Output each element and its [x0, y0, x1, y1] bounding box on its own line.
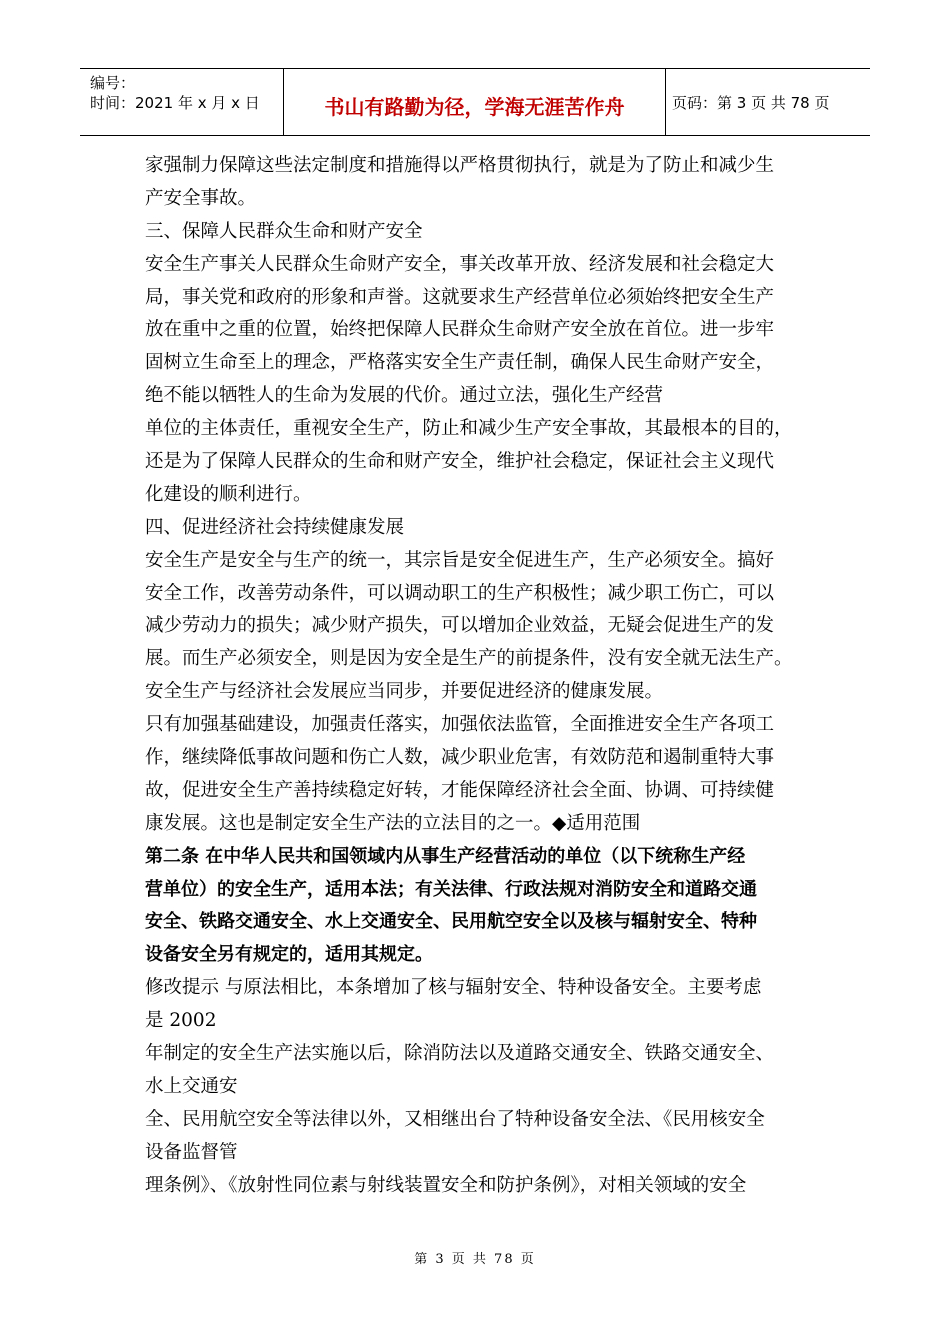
body-line: 绝不能以牺牲人的生命为发展的代价。通过立法，强化生产经营: [145, 385, 664, 407]
article-line: 第二条 在中华人民共和国领域内从事生产经营活动的单位（以下统称生产经: [145, 845, 746, 867]
body-line: 家强制力保障这些法定制度和措施得以严格贯彻执行，就是为了防止和减少生: [145, 155, 775, 176]
note-line: 理条例》、《放射性同位素与射线装置安全和防护条例》，对相关领域的安全: [145, 1174, 747, 1196]
section-heading: 四、促进经济社会持续健康发展: [145, 516, 405, 538]
body-line: 产安全事故。: [145, 187, 257, 209]
body-line: 化建设的顺利进行。: [145, 483, 312, 505]
body-line: 作，继续降低事故问题和伤亡人数，减少职业危害，有效防范和遏制重特大事: [145, 747, 775, 769]
body-line: 只有加强基础建设，加强责任落实，加强依法监管，全面推进安全生产各项工: [145, 714, 775, 736]
article-line: 营单位）的安全生产，适用本法；有关法律、行政法规对消防安全和道路交通: [145, 878, 757, 900]
body-line: 局，事关党和政府的形象和声誉。这就要求生产经营单位必须始终把安全生产: [145, 286, 775, 308]
document-date-label: 时间：2021 年 x 月 x 日: [90, 94, 260, 112]
note-line: 修改提示 与原法相比，本条增加了核与辐射安全、特种设备安全。主要考虑: [145, 977, 762, 999]
body-line: 单位的主体责任，重视安全生产，防止和减少生产安全事故，其最根本的目的，: [145, 418, 793, 440]
body-line: 安全工作，改善劳动条件，可以调动职工的生产积极性；减少职工伤亡，可以: [145, 582, 775, 604]
body-line: 安全生产与经济社会发展应当同步，并要促进经济的健康发展。: [145, 681, 664, 703]
section-heading: 三、保障人民群众生命和财产安全: [145, 220, 423, 242]
note-line: 设备监督管: [145, 1141, 238, 1163]
page-header: [80, 68, 870, 136]
document-number-label: 编号：: [90, 74, 136, 92]
body-line: 故，促进安全生产善持续稳定好转，才能保障经济社会全面、协调、可持续健: [145, 779, 775, 801]
body-line: 固树立生命至上的理念，严格落实安全生产责任制，确保人民生命财产安全，: [145, 352, 775, 374]
note-line: 年制定的安全生产法实施以后，除消防法以及道路交通安全、铁路交通安全、: [145, 1043, 775, 1065]
body-line: 康发展。这也是制定安全生产法的立法目的之一。◆适用范围: [145, 812, 641, 834]
body-line: 安全生产是安全与生产的统一，其宗旨是安全促进生产，生产必须安全。搞好: [145, 549, 775, 571]
note-line: 是 2002: [145, 1010, 217, 1032]
note-line: 全、民用航空安全等法律以外，又相继出台了特种设备安全法、《民用核安全: [145, 1108, 765, 1130]
article-line: 设备安全另有规定的，适用其规定。: [145, 944, 433, 966]
article-line: 安全、铁路交通安全、水上交通安全、民用航空安全以及核与辐射安全、特种: [145, 911, 757, 933]
document-body: [145, 150, 813, 1203]
header-motto: 书山有路勤为径，学海无涯苦作舟: [284, 69, 666, 135]
header-page-code: 页码：第 3 页 共 78 页: [672, 93, 830, 112]
body-line: 还是为了保障人民群众的生命和财产安全，维护社会稳定，保证社会主义现代: [145, 451, 775, 473]
note-line: 水上交通安: [145, 1075, 238, 1097]
body-line: 减少劳动力的损失；减少财产损失，可以增加企业效益，无疑会促进生产的发: [145, 615, 775, 637]
header-meta: [80, 69, 284, 135]
page-footer: 第 3 页 共 78 页: [414, 1252, 536, 1267]
body-line: 展。而生产必须安全，则是因为安全是生产的前提条件，没有安全就无法生产。: [145, 648, 793, 670]
body-line: 安全生产事关人民群众生命财产安全，事关改革开放、经济发展和社会稳定大: [145, 253, 775, 275]
body-line: 放在重中之重的位置，始终把保障人民群众生命财产安全放在首位。进一步牢: [145, 319, 775, 341]
